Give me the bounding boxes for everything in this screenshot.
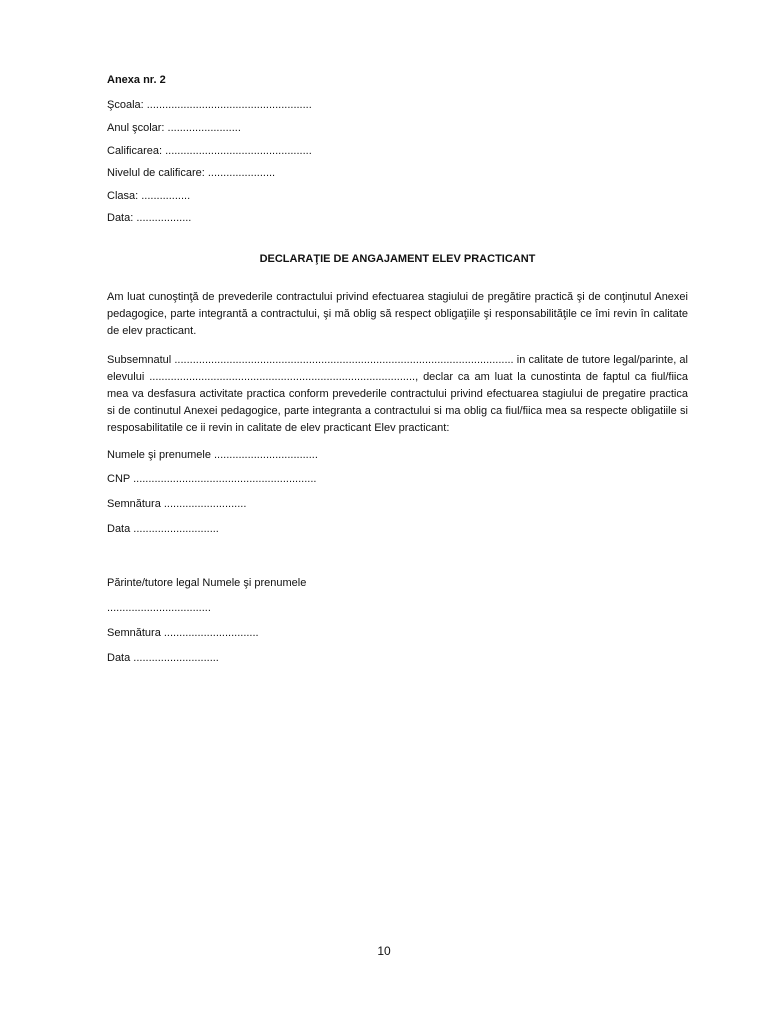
parent-heading: Părinte/tutore legal Numele şi prenumele <box>107 577 307 589</box>
qualification-field: Calificarea: ................................................ <box>107 145 312 157</box>
school-year-field: Anul şcolar: ........................ <box>107 122 241 134</box>
student-name-field: Numele şi prenumele .................................. <box>107 449 318 461</box>
date-field: Data: .................. <box>107 212 192 224</box>
student-date-field: Data ............................ <box>107 523 219 535</box>
document-title: DECLARAŢIE DE ANGAJAMENT ELEV PRACTICANT <box>259 253 536 265</box>
annex-title: Anexa nr. 2 <box>107 74 166 86</box>
parent-signature-field: Semnătura ............................... <box>107 627 259 639</box>
parent-date-field: Data ............................ <box>107 652 219 664</box>
qualification-level-field: Nivelul de calificare: ...................... <box>107 167 276 179</box>
class-field: Clasa: ................ <box>107 190 191 202</box>
parent-name-field: .................................. <box>107 602 211 614</box>
page-number: 10 <box>377 944 391 958</box>
school-field: Şcoala: ...................................................... <box>107 99 312 111</box>
student-cnp-field: CNP ............................................................ <box>107 473 317 485</box>
student-signature-field: Semnătura ........................... <box>107 498 247 510</box>
paragraph-guardian-declaration: Subsemnatul ............................................................................................................... in calitate de tutore legal/parinte, al elevului ......................................................................................., declar ca am luat la cunostinta de faptul ca fiul/fiica mea va desfasura activitate practica conform prevederile contractului privind efectuarea stagiului de pregatire practica si de continutul Anexei pedagogice, parte integranta a contractului si ma oblig ca fiul/fiica mea sa respecte obligatiile si resposabilitatile ce ii revin in calitate de elev practicant Elev practicant: <box>107 354 688 434</box>
paragraph-acknowledgement: Am luat cunoştinţă de prevederile contractului privind efectuarea stagiului de pregătire practică şi de conţinutul Anexei pedagogice, parte integrantă a contractului, şi mă oblig să respect obligaţiile şi responsabilităţile ce îmi revin în calitate de elev practicant. <box>107 291 688 337</box>
